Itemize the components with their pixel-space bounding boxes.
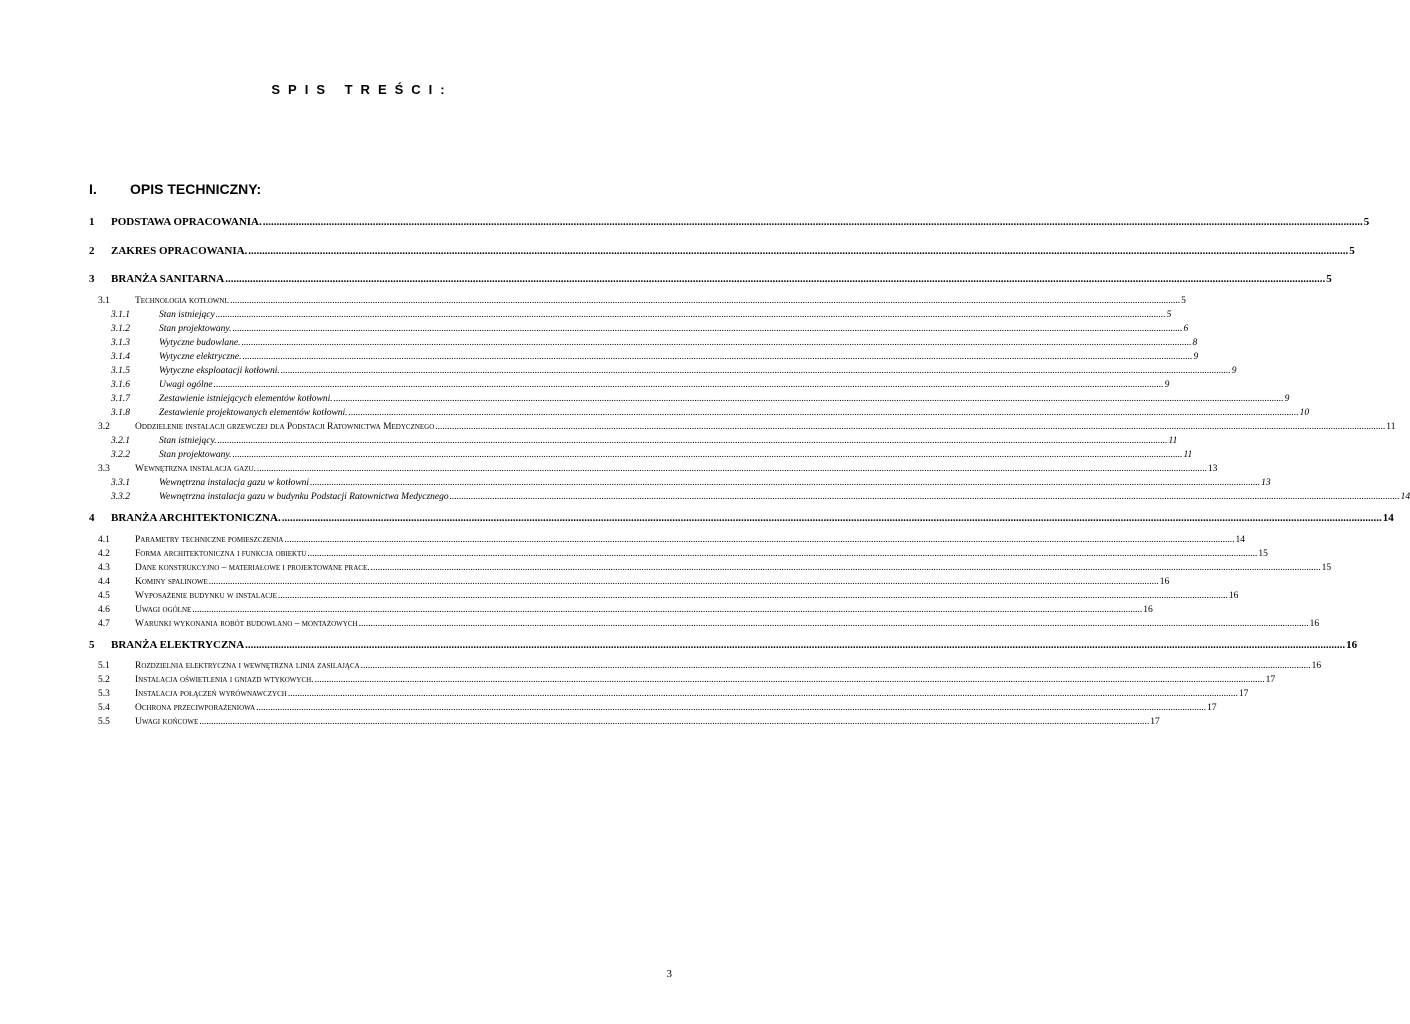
toc-entry-title: Wytyczne elektryczne. <box>159 352 242 362</box>
toc-entry-page: 14 <box>1235 535 1245 545</box>
toc-entry[interactable] <box>0 272 1332 286</box>
dot-leader: ................................................................................................................................................................................................................................................................................................................................................................................................................ <box>215 310 1166 320</box>
toc-entry-title: Kominy spalinowe <box>135 577 208 587</box>
toc-entry-page: 16 <box>1143 605 1153 615</box>
toc-entry-page: 15 <box>1258 549 1268 559</box>
toc-entry-number: 3.1.3 <box>111 338 130 348</box>
toc-entry[interactable] <box>0 350 1199 364</box>
dot-leader: ................................................................................................................................................................................................................................................................................................................................................................................................................ <box>208 577 1159 587</box>
dot-leader: ................................................................................................................................................................................................................................................................................................................................................................................................................ <box>280 366 1231 376</box>
toc-entry[interactable] <box>0 659 1322 673</box>
toc-entry-number: 3.2.1 <box>111 436 130 446</box>
toc-entry-leader <box>135 617 1320 631</box>
toc-entry[interactable] <box>0 364 1237 378</box>
section-title: OPIS TECHNICZNY: <box>130 181 262 197</box>
page-number: 3 <box>666 968 672 980</box>
toc-entry-leader <box>135 673 1276 687</box>
toc-entry-number: 3.1.8 <box>111 408 130 418</box>
toc-entry-title: Wewnętrzna instalacja gazu w kotłowni <box>159 478 310 488</box>
toc-entry-number: 5.2 <box>98 675 110 685</box>
page-title: SPIS TREŚCI: <box>271 82 453 97</box>
toc-entry[interactable] <box>0 511 1394 525</box>
toc-entry-leader <box>159 364 1237 378</box>
toc-entry[interactable] <box>0 617 1320 631</box>
dot-leader: ................................................................................................................................................................................................................................................................................................................................................................................................................ <box>358 619 1309 629</box>
toc-entry-leader <box>135 561 1332 575</box>
toc-entry-title: ZAKRES OPRACOWANIA. <box>111 245 248 257</box>
toc-entry-leader <box>135 575 1170 589</box>
dot-leader: ................................................................................................................................................................................................................................................................................................................................................................................................................ <box>449 492 1400 502</box>
toc-entry-number: 3.2 <box>98 422 110 432</box>
toc-entry[interactable] <box>0 294 1186 308</box>
toc-entry-title: Wytyczne eksploatacji kotłowni. <box>159 366 280 376</box>
toc-entry-leader <box>135 659 1322 673</box>
toc-entry-page: 11 <box>1386 422 1396 432</box>
dot-leader: ................................................................................................................................................................................................................................................................................................................................................................................................................ <box>310 478 1261 488</box>
toc-entry-page: 16 <box>1311 661 1322 671</box>
toc-entry[interactable] <box>0 406 1310 420</box>
section-number: I. <box>89 181 97 197</box>
toc-entry-page: 16 <box>1159 577 1170 587</box>
toc-entry[interactable] <box>0 561 1332 575</box>
toc-entry-page: 9 <box>1231 366 1237 376</box>
toc-entry-leader <box>159 378 1170 392</box>
toc-entry-number: 4.5 <box>98 591 110 601</box>
toc-entry-title: Wewnętrzna instalacja gazu w budynku Podstacji Ratownictwa Medycznego <box>159 492 449 502</box>
toc-entry-title: Stan istniejący. <box>159 436 217 446</box>
toc-entry[interactable] <box>0 462 1218 476</box>
toc-entry-leader <box>111 215 1370 229</box>
toc-entry[interactable] <box>0 589 1239 603</box>
toc-entry-number: 4 <box>89 512 95 524</box>
toc-entry-number: 3.1.1 <box>111 310 130 320</box>
toc-entry-number: 3 <box>89 273 95 285</box>
toc-entry-title: Forma architektoniczna i funkcja obiektu <box>135 549 307 559</box>
toc-entry-leader <box>159 392 1290 406</box>
dot-leader: ................................................................................................................................................................................................................................................................................................................................................................................................................ <box>230 296 1181 306</box>
dot-leader: ................................................................................................................................................................................................................................................................................................................................................................................................................ <box>307 549 1258 559</box>
toc-entry-page: 9 <box>1164 380 1170 390</box>
toc-entry-number: 3.1.4 <box>111 352 130 362</box>
toc-entry-number: 4.1 <box>98 535 110 545</box>
dot-leader: ................................................................................................................................................................................................................................................................................................................................................................................................................ <box>241 338 1192 348</box>
toc-entry[interactable] <box>0 638 1358 652</box>
toc-entry-number: 4.2 <box>98 549 110 559</box>
dot-leader: ................................................................................................................................................................................................................................................................................................................................................................................................................ <box>314 675 1265 685</box>
toc-entry-leader <box>159 490 1410 504</box>
toc-entry-number: 3.1.6 <box>111 380 130 390</box>
toc-entry-page: 17 <box>1207 703 1217 713</box>
toc-entry-title: Wyposażenie budynku w instalacje <box>135 591 277 601</box>
toc-entry[interactable] <box>0 533 1245 547</box>
toc-entry-number: 1 <box>89 216 95 228</box>
dot-leader: ................................................................................................................................................................................................................................................................................................................................................................................................................ <box>192 605 1143 615</box>
toc-entry[interactable] <box>0 476 1271 490</box>
toc-entry-page: 9 <box>1193 352 1199 362</box>
toc-entry-number: 3.3.2 <box>111 492 130 502</box>
toc-entry-title: Uwagi ogólne <box>159 380 213 390</box>
dot-leader: ................................................................................................................................................................................................................................................................................................................................................................................................................ <box>348 408 1299 418</box>
dot-leader: ................................................................................................................................................................................................................................................................................................................................................................................................................ <box>370 563 1321 573</box>
toc-entry-page: 5 <box>1363 216 1370 228</box>
toc-entry-page: 8 <box>1192 338 1198 348</box>
toc-entry-page: 13 <box>1207 464 1218 474</box>
dot-leader: ................................................................................................................................................................................................................................................................................................................................................................................................................ <box>333 394 1284 404</box>
dot-leader: ................................................................................................................................................................................................................................................................................................................................................................................................................ <box>225 273 1326 285</box>
toc-entry-number: 5.4 <box>98 703 110 713</box>
dot-leader: ................................................................................................................................................................................................................................................................................................................................................................................................................ <box>213 380 1164 390</box>
toc-entry-page: 13 <box>1261 478 1271 488</box>
toc-entry-number: 4.7 <box>98 619 110 629</box>
toc-entry-page: 5 <box>1326 273 1332 285</box>
toc-entry-number: 5.1 <box>98 661 110 671</box>
toc-entry[interactable] <box>0 687 1249 701</box>
toc-entry-number: 3.1 <box>98 296 110 306</box>
dot-leader: ................................................................................................................................................................................................................................................................................................................................................................................................................ <box>248 245 1349 257</box>
dot-leader: ................................................................................................................................................................................................................................................................................................................................................................................................................ <box>287 689 1238 699</box>
toc-entry-leader <box>135 547 1268 561</box>
toc-entry[interactable] <box>0 448 1193 462</box>
toc-entry-page: 10 <box>1299 408 1310 418</box>
toc-entry-title: Oddzielenie instalacji grzewczej dla Podstacji Ratownictwa Medycznego <box>135 422 435 432</box>
toc-entry-title: Stan projektowany. <box>159 450 232 460</box>
toc-entry-page: 11 <box>1183 450 1193 460</box>
toc-entry[interactable] <box>0 244 1355 258</box>
toc-entry[interactable] <box>0 547 1268 561</box>
toc-entry-leader <box>159 406 1310 420</box>
toc-entry-leader <box>135 687 1249 701</box>
toc-entry-page: 16 <box>1346 639 1358 651</box>
toc-entry-leader <box>111 244 1355 258</box>
toc-entry-title: Rozdzielnia elektryczna i wewnętrzna linia zasilająca <box>135 661 360 671</box>
toc-entry-title: Technologia kotłowni. <box>135 296 230 306</box>
toc-entry-leader <box>135 462 1218 476</box>
dot-leader: ................................................................................................................................................................................................................................................................................................................................................................................................................ <box>245 639 1346 651</box>
toc-entry[interactable] <box>0 392 1290 406</box>
toc-entry-leader <box>159 336 1198 350</box>
toc-entry-page: 17 <box>1265 675 1276 685</box>
toc-entry-leader <box>159 308 1172 322</box>
toc-entry-number: 3.1.7 <box>111 394 130 404</box>
dot-leader: ................................................................................................................................................................................................................................................................................................................................................................................................................ <box>360 661 1311 671</box>
toc-entry[interactable] <box>0 490 1410 504</box>
dot-leader: ................................................................................................................................................................................................................................................................................................................................................................................................................ <box>232 450 1183 460</box>
toc-entry-leader <box>159 434 1178 448</box>
toc-entry-page: 5 <box>1181 296 1186 306</box>
toc-entry-title: Instalacja oświetlenia i gniazd wtykowych. <box>135 675 314 685</box>
toc-entry-page: 5 <box>1349 245 1355 257</box>
toc-entry-leader <box>111 638 1358 652</box>
dot-leader: ................................................................................................................................................................................................................................................................................................................................................................................................................ <box>232 324 1183 334</box>
toc-entry-title: Wewnętrzna instalacja gazu. <box>135 464 256 474</box>
toc-entry-title: Zestawienie projektowanych elementów kotłowni. <box>159 408 348 418</box>
toc-entry-leader <box>111 272 1332 286</box>
toc-entry[interactable] <box>0 673 1276 687</box>
toc-entry-leader <box>135 603 1153 617</box>
toc-entry-number: 3.3 <box>98 464 110 474</box>
toc-entry-leader <box>159 476 1271 490</box>
toc-entry-title: Dane konstrukcyjno – materiałowe i projektowane prace. <box>135 563 370 573</box>
toc-entry-leader <box>159 350 1199 364</box>
toc-entry-page: 16 <box>1228 591 1239 601</box>
dot-leader: ................................................................................................................................................................................................................................................................................................................................................................................................................ <box>262 216 1363 228</box>
toc-entry-title: BRANŻA ARCHITEKTONICZNA. <box>111 512 281 524</box>
toc-entry-page: 14 <box>1382 512 1394 524</box>
toc-entry-number: 3.1.2 <box>111 324 130 334</box>
dot-leader: ................................................................................................................................................................................................................................................................................................................................................................................................................ <box>242 352 1193 362</box>
dot-leader: ................................................................................................................................................................................................................................................................................................................................................................................................................ <box>256 464 1207 474</box>
toc-entry[interactable] <box>0 603 1153 617</box>
dot-leader: ................................................................................................................................................................................................................................................................................................................................................................................................................ <box>435 422 1386 432</box>
toc-entry-leader <box>111 511 1394 525</box>
toc-entry-page: 5 <box>1166 310 1172 320</box>
toc-entry-page: 17 <box>1150 717 1160 727</box>
toc-entry[interactable] <box>0 378 1170 392</box>
toc-entry-title: Stan istniejący <box>159 310 215 320</box>
toc-entry[interactable] <box>0 322 1189 336</box>
toc-entry-number: 5 <box>89 639 95 651</box>
toc-entry-page: 9 <box>1284 394 1290 404</box>
toc-entry-number: 5.3 <box>98 689 110 699</box>
toc-entry-number: 3.2.2 <box>111 450 130 460</box>
dot-leader: ................................................................................................................................................................................................................................................................................................................................................................................................................ <box>284 535 1235 545</box>
toc-entry-title: Warunki wykonania robót budowlano – montażowych <box>135 619 358 629</box>
toc-entry-page: 16 <box>1309 619 1320 629</box>
toc-entry[interactable] <box>0 701 1217 715</box>
toc-entry-page: 14 <box>1400 492 1410 502</box>
toc-entry[interactable] <box>0 336 1198 350</box>
dot-leader: ................................................................................................................................................................................................................................................................................................................................................................................................................ <box>217 436 1168 446</box>
toc-entry-number: 2 <box>89 245 95 257</box>
toc-entry-title: Uwagi ogólne <box>135 605 192 615</box>
toc-entry-number: 5.5 <box>98 717 110 727</box>
dot-leader: ................................................................................................................................................................................................................................................................................................................................................................................................................ <box>277 591 1228 601</box>
toc-entry-leader <box>159 448 1193 462</box>
toc-entry-number: 4.4 <box>98 577 110 587</box>
toc-entry-leader <box>135 701 1217 715</box>
dot-leader: ................................................................................................................................................................................................................................................................................................................................................................................................................ <box>199 717 1150 727</box>
toc-entry[interactable] <box>0 434 1178 448</box>
toc-entry-title: BRANŻA ELEKTRYCZNA <box>111 639 245 651</box>
toc-entry-number: 4.3 <box>98 563 110 573</box>
toc-entry-number: 3.3.1 <box>111 478 130 488</box>
toc-entry[interactable] <box>0 308 1172 322</box>
toc-entry-page: 15 <box>1321 563 1332 573</box>
toc-entry-number: 3.1.5 <box>111 366 130 376</box>
toc-entry-page: 11 <box>1168 436 1178 446</box>
toc-entry-leader <box>135 715 1160 729</box>
toc-entry-page: 17 <box>1238 689 1249 699</box>
toc-entry-leader <box>135 589 1239 603</box>
toc-entry-title: Zestawienie istniejących elementów kotłowni. <box>159 394 333 404</box>
dot-leader: ................................................................................................................................................................................................................................................................................................................................................................................................................ <box>281 512 1382 524</box>
toc-entry-title: Uwagi końcowe <box>135 717 199 727</box>
toc-entry-leader <box>135 294 1186 308</box>
toc-entry-title: BRANŻA SANITARNA <box>111 273 225 285</box>
toc-entry-leader <box>135 533 1245 547</box>
toc-entry[interactable] <box>0 420 1396 434</box>
toc-entry[interactable] <box>0 215 1370 229</box>
toc-entry[interactable] <box>0 715 1160 729</box>
toc-entry-title: Instalacja połączeń wyrównawczych <box>135 689 287 699</box>
toc-entry[interactable] <box>0 575 1170 589</box>
toc-entry-number: 4.6 <box>98 605 110 615</box>
toc-entry-leader <box>135 420 1396 434</box>
toc-entry-page: 6 <box>1183 324 1189 334</box>
toc-entry-title: Stan projektowany. <box>159 324 232 334</box>
toc-entry-title: Ochrona przeciwporażeniowa <box>135 703 256 713</box>
toc-entry-title: PODSTAWA OPRACOWANIA. <box>111 216 262 228</box>
dot-leader: ................................................................................................................................................................................................................................................................................................................................................................................................................ <box>256 703 1207 713</box>
toc-entry-leader <box>159 322 1189 336</box>
toc-entry-title: Wytyczne budowlane. <box>159 338 241 348</box>
toc-entry-title: Parametry techniczne pomieszczenia <box>135 535 284 545</box>
